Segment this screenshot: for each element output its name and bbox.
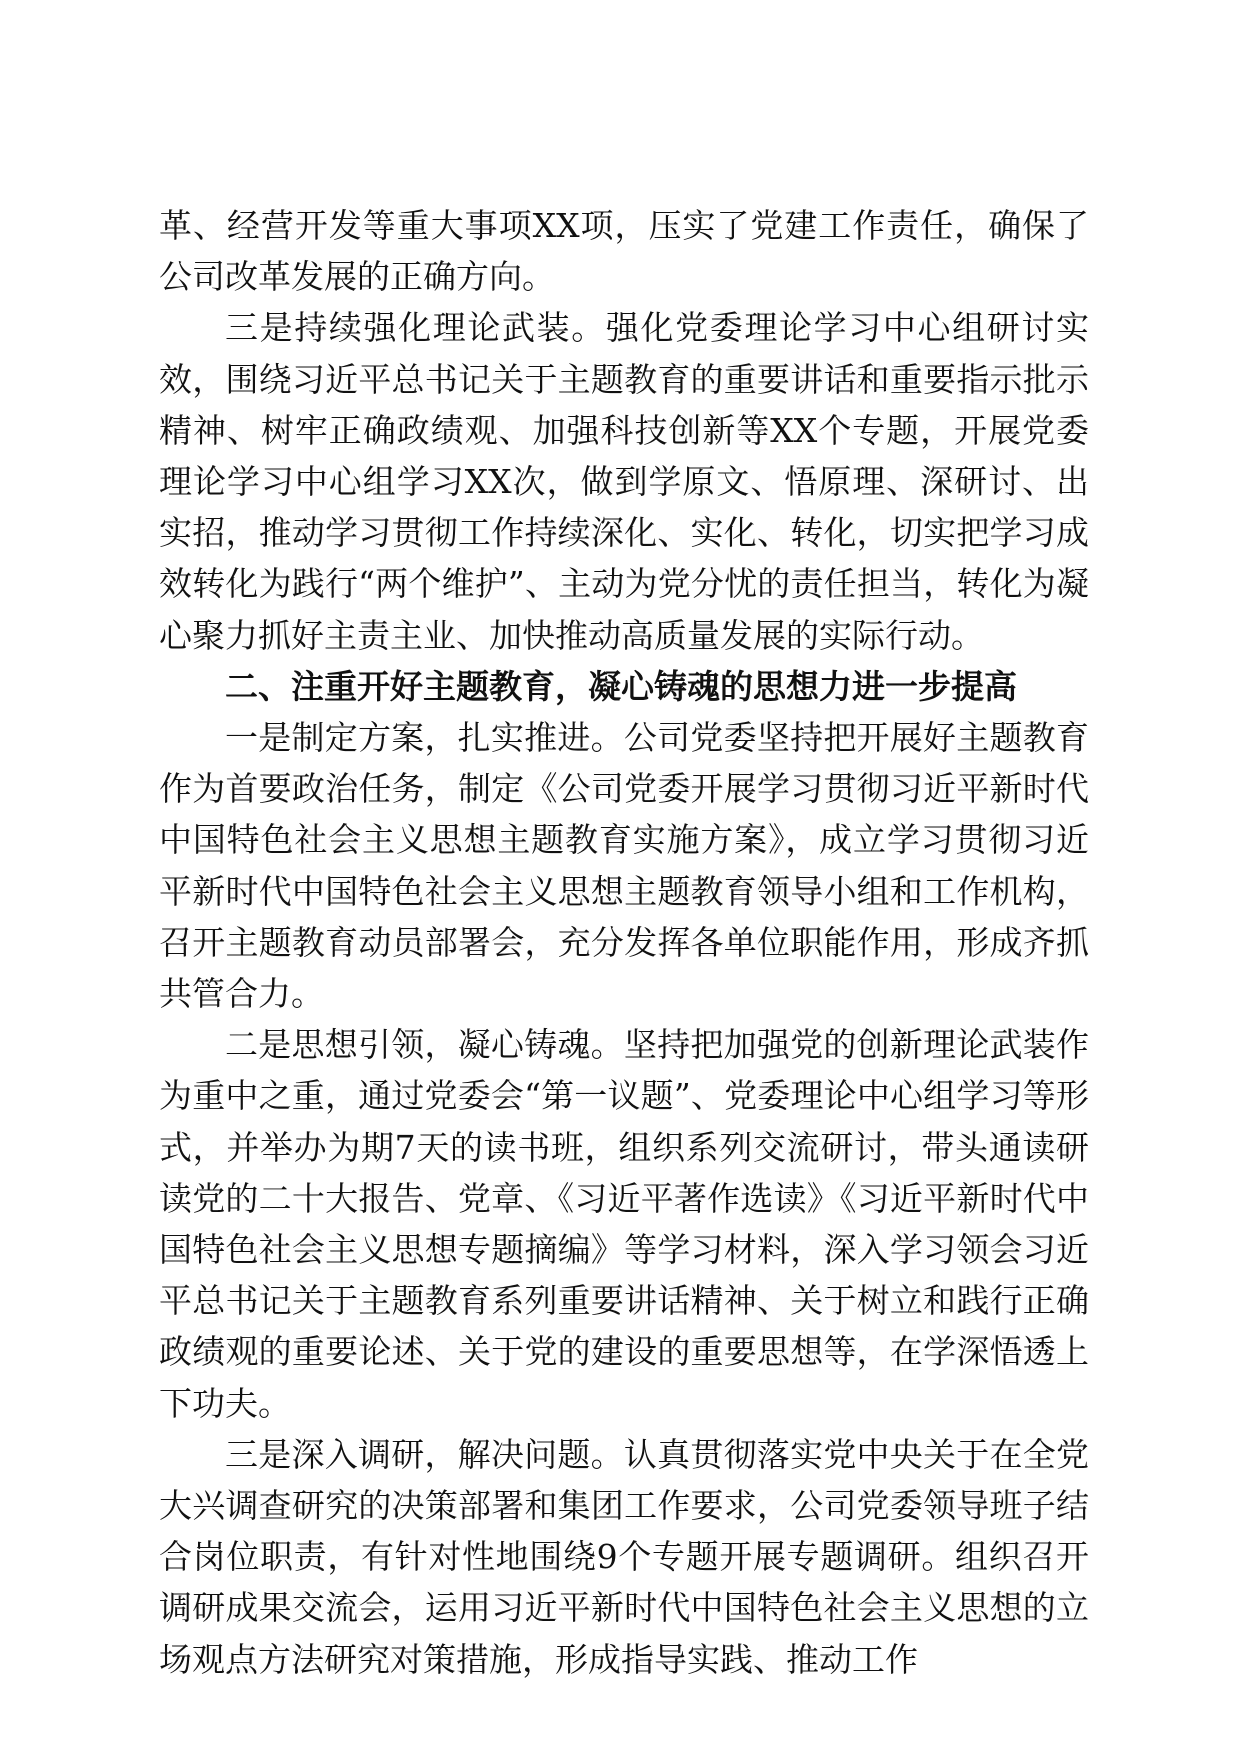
paragraph-theory-study: 三是持续强化理论武装。强化党委理论学习中心组研讨实效，围绕习近平总书记关于主题教育的重要讲话和重要指示批示精神、树牢正确政绩观、加强科技创新等XX个专题，开展党委理论学习中心组学习XX次，做到学原文、悟原理、深研讨、出实招，推动学习贯彻工作持续深化、实化、转化，切实把学习成效转化为践行“两个维护”、主动为党分忧的责任担当，转化为凝心聚力抓好主责主业、加快推动高质量发展的实际行动。	[159, 308, 1089, 655]
section-heading: 二、注重开好主题教育，凝心铸魂的思想力进一步提高	[225, 666, 1017, 706]
paragraph-plan: 一是制定方案，扎实推进。公司党委坚持把开展好主题教育作为首要政治任务，制定《公司党委开展学习贯彻习近平新时代中国特色社会主义思想主题教育实施方案》，成立学习贯彻习近平新时代中国特色社会主义思想主题教育领导小组和工作机构，召开主题教育动员部署会，充分发挥各单位职能作用，形成齐抓共管合力。	[159, 718, 1089, 1014]
document-body	[159, 200, 1089, 1685]
paragraph-ideology: 二是思想引领，凝心铸魂。坚持把加强党的创新理论武装作为重中之重，通过党委会“第一议题”、党委理论中心组学习等形式，并举办为期7天的读书班，组织系列交流研讨，带头通读研读党的二十大报告、党章、《习近平著作选读》《习近平新时代中国特色社会主义思想专题摘编》等学习材料，深入学习领会习近平总书记关于主题教育系列重要讲话精神、关于树立和践行正确政绩观的重要论述、关于党的建设的重要思想等，在学深悟透上下功夫。	[159, 1025, 1089, 1423]
paragraph-continuation: 革、经营开发等重大事项XX项，压实了党建工作责任，确保了公司改革发展的正确方向。	[159, 206, 1089, 297]
paragraph-research: 三是深入调研，解决问题。认真贯彻落实党中央关于在全党大兴调查研究的决策部署和集团工作要求，公司党委领导班子结合岗位职责，有针对性地围绕9个专题开展专题调研。组织召开调研成果交流会，运用习近平新时代中国特色社会主义思想的立场观点方法研究对策措施，形成指导实践、推动工作	[159, 1434, 1089, 1679]
